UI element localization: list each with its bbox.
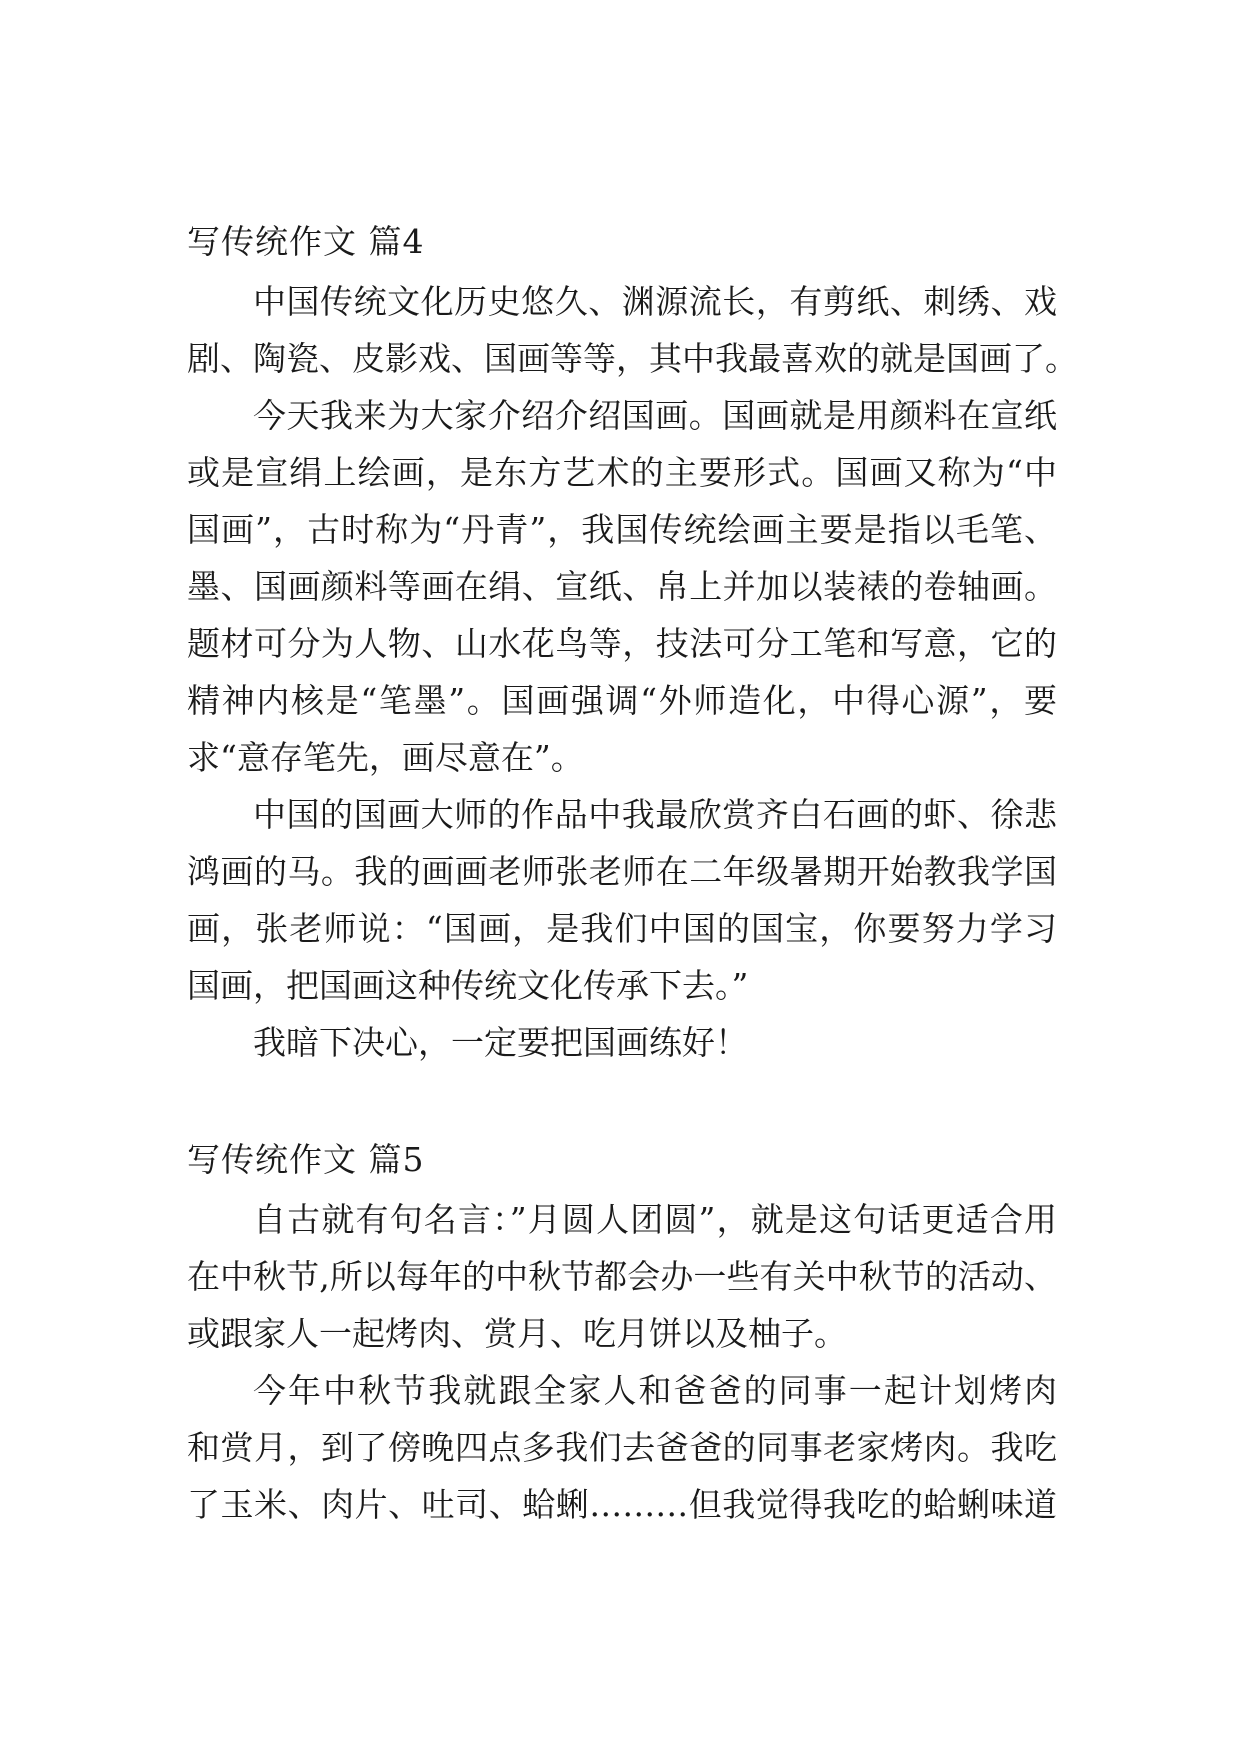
paragraph-line: 了玉米、肉片、吐司、蛤蜊………但我觉得我吃的蛤蜊味道 (187, 1485, 1057, 1524)
paragraph-line: 和赏月，到了傍晚四点多我们去爸爸的同事老家烤肉。我吃 (187, 1428, 1057, 1467)
paragraph-line: 墨、国画颜料等画在绢、宣纸、帛上并加以装裱的卷轴画。 (187, 567, 1057, 606)
paragraph-line: 题材可分为人物、山水花鸟等，技法可分工笔和写意，它的 (187, 624, 1057, 663)
section-title: 写传统作文 篇4 (187, 222, 425, 261)
paragraph-line: 或跟家人一起烤肉、赏月、吃月饼以及柚子。 (187, 1314, 847, 1353)
paragraph-line: 自古就有句名言：”月圆人团圆”，就是这句话更适合用 (253, 1200, 1057, 1239)
paragraph-line: 或是宣绢上绘画，是东方艺术的主要形式。国画又称为“中 (187, 453, 1057, 492)
paragraph-line: 国画”，古时称为“丹青”，我国传统绘画主要是指以毛笔、 (187, 510, 1057, 549)
paragraph-line: 画，张老师说：“国画，是我们中国的国宝，你要努力学习 (187, 909, 1057, 948)
paragraph-line: 中国传统文化历史悠久、渊源流长，有剪纸、刺绣、戏 (253, 282, 1057, 321)
section-title: 写传统作文 篇5 (187, 1140, 425, 1179)
paragraph-line: 剧、陶瓷、皮影戏、国画等等，其中我最喜欢的就是国画了。 (187, 339, 1078, 378)
paragraph-line: 中国的国画大师的作品中我最欣赏齐白石画的虾、徐悲 (253, 795, 1057, 834)
paragraph-line: 今天我来为大家介绍介绍国画。国画就是用颜料在宣纸 (253, 396, 1057, 435)
paragraph-line: 求“意存笔先，画尽意在”。 (187, 738, 584, 777)
paragraph-line: 在中秋节,所以每年的中秋节都会办一些有关中秋节的活动、 (187, 1257, 1057, 1296)
paragraph-line: 今年中秋节我就跟全家人和爸爸的同事一起计划烤肉 (253, 1371, 1057, 1410)
paragraph-line: 国画，把国画这种传统文化传承下去。” (187, 966, 749, 1005)
paragraph-line: 鸿画的马。我的画画老师张老师在二年级暑期开始教我学国 (187, 852, 1057, 891)
paragraph-line: 精神内核是“笔墨”。国画强调“外师造化，中得心源”，要 (187, 681, 1057, 720)
paragraph-line: 我暗下决心，一定要把国画练好！ (253, 1023, 748, 1062)
